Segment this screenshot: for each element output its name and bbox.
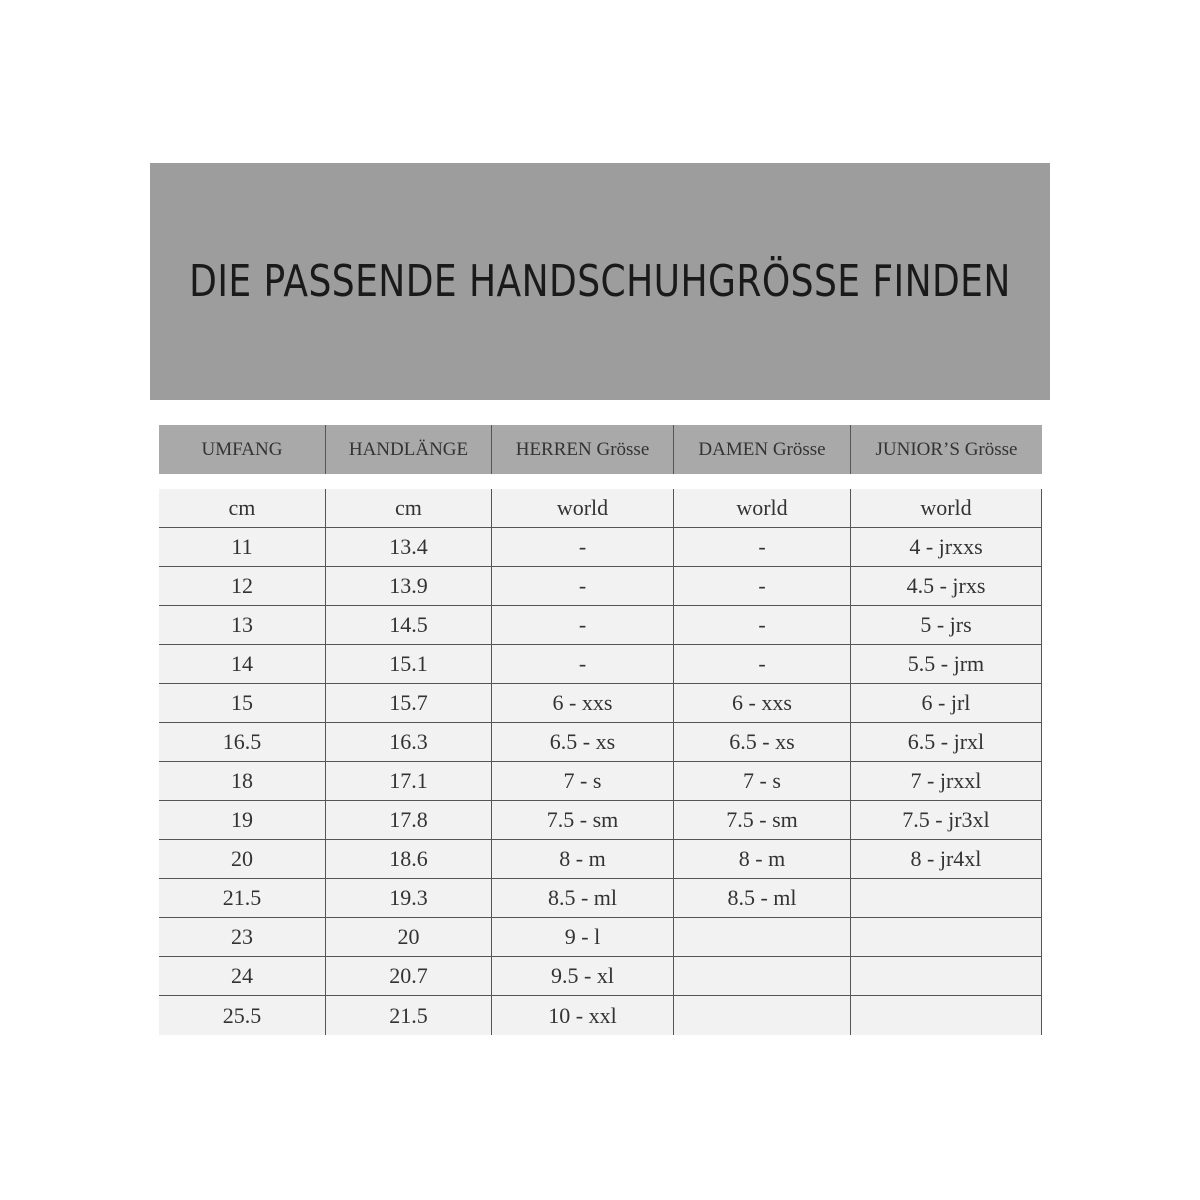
table-cell: 9 - l xyxy=(492,918,674,956)
table-cell: 16.5 xyxy=(159,723,326,761)
table-cell: 6 - xxs xyxy=(674,684,851,722)
table-cell: 14.5 xyxy=(326,606,492,644)
table-cell: 7 - s xyxy=(674,762,851,800)
table-cell: 13.4 xyxy=(326,528,492,566)
table-cell: 7.5 - sm xyxy=(674,801,851,839)
unit-cell: cm xyxy=(326,489,492,527)
table-cell: - xyxy=(674,645,851,683)
table-cell: 7 - s xyxy=(492,762,674,800)
unit-cell: world xyxy=(851,489,1042,527)
table-row xyxy=(159,645,1042,684)
table-cell xyxy=(851,996,1042,1035)
table-cell: - xyxy=(674,606,851,644)
table-cell: 6.5 - xs xyxy=(674,723,851,761)
table-row xyxy=(159,996,1042,1035)
table-cell: 17.1 xyxy=(326,762,492,800)
table-cell: 20 xyxy=(326,918,492,956)
table-cell: 15 xyxy=(159,684,326,722)
units-row xyxy=(159,489,1042,528)
table-cell: 16.3 xyxy=(326,723,492,761)
unit-cell: world xyxy=(674,489,851,527)
table-cell: 19 xyxy=(159,801,326,839)
table-cell: 20 xyxy=(159,840,326,878)
unit-cell: cm xyxy=(159,489,326,527)
table-cell: 8.5 - ml xyxy=(492,879,674,917)
table-cell: 8 - m xyxy=(674,840,851,878)
table-cell: 15.7 xyxy=(326,684,492,722)
table-cell: 7.5 - sm xyxy=(492,801,674,839)
table-cell: 11 xyxy=(159,528,326,566)
table-cell: 4 - jrxxs xyxy=(851,528,1042,566)
column-header-junior: JUNIOR’S Grösse xyxy=(875,438,1018,460)
table-cell: 23 xyxy=(159,918,326,956)
table-cell: 4.5 - jrxs xyxy=(851,567,1042,605)
table-cell xyxy=(851,918,1042,956)
table-cell: 5.5 - jrm xyxy=(851,645,1042,683)
table-cell: 10 - xxl xyxy=(492,996,674,1035)
table-cell: - xyxy=(492,606,674,644)
table-cell: 21.5 xyxy=(326,996,492,1035)
table-row xyxy=(159,684,1042,723)
table-cell xyxy=(851,957,1042,995)
table-cell: 8 - m xyxy=(492,840,674,878)
table-row xyxy=(159,801,1042,840)
table-cell: 13.9 xyxy=(326,567,492,605)
column-header-herren: HERREN Grösse xyxy=(492,425,674,474)
table-cell: 15.1 xyxy=(326,645,492,683)
column-header-umfang: UMFANG xyxy=(159,425,326,474)
table-cell: - xyxy=(492,645,674,683)
table-row xyxy=(159,528,1042,567)
table-cell: 6 - xxs xyxy=(492,684,674,722)
table-cell: 13 xyxy=(159,606,326,644)
table-cell: 24 xyxy=(159,957,326,995)
table-cell: 17.8 xyxy=(326,801,492,839)
unit-cell: world xyxy=(492,489,674,527)
table-cell: - xyxy=(674,528,851,566)
table-cell: 14 xyxy=(159,645,326,683)
table-cell: 6.5 - xs xyxy=(492,723,674,761)
table-cell: - xyxy=(492,528,674,566)
table-header xyxy=(159,425,1042,474)
table-cell: - xyxy=(674,567,851,605)
table-row xyxy=(159,879,1042,918)
table-row xyxy=(159,723,1042,762)
column-header-handlaenge: HANDLÄNGE xyxy=(326,425,492,474)
table-cell: 6.5 - jrxl xyxy=(851,723,1042,761)
table-cell: 9.5 - xl xyxy=(492,957,674,995)
table-cell: 25.5 xyxy=(159,996,326,1035)
title-banner xyxy=(150,163,1050,400)
table-cell: 7 - jrxxl xyxy=(851,762,1042,800)
table-cell xyxy=(674,957,851,995)
size-table xyxy=(159,489,1042,1035)
table-cell: - xyxy=(492,567,674,605)
table-cell: 20.7 xyxy=(326,957,492,995)
column-header-damen: DAMEN Grösse xyxy=(674,425,851,474)
table-cell: 6 - jrl xyxy=(851,684,1042,722)
table-cell: 18 xyxy=(159,762,326,800)
table-cell xyxy=(674,996,851,1035)
table-row xyxy=(159,840,1042,879)
table-row xyxy=(159,957,1042,996)
table-cell: 8.5 - ml xyxy=(674,879,851,917)
table-row xyxy=(159,606,1042,645)
table-cell xyxy=(851,879,1042,917)
table-row xyxy=(159,918,1042,957)
table-cell: 5 - jrs xyxy=(851,606,1042,644)
table-row xyxy=(159,567,1042,606)
table-cell: 19.3 xyxy=(326,879,492,917)
table-cell: 7.5 - jr3xl xyxy=(851,801,1042,839)
table-cell: 8 - jr4xl xyxy=(851,840,1042,878)
table-cell xyxy=(674,918,851,956)
table-cell: 12 xyxy=(159,567,326,605)
table-cell: 21.5 xyxy=(159,879,326,917)
page-title: DIE PASSENDE HANDSCHUHGRÖSSE FINDEN xyxy=(189,256,1011,307)
table-cell: 18.6 xyxy=(326,840,492,878)
table-row xyxy=(159,762,1042,801)
